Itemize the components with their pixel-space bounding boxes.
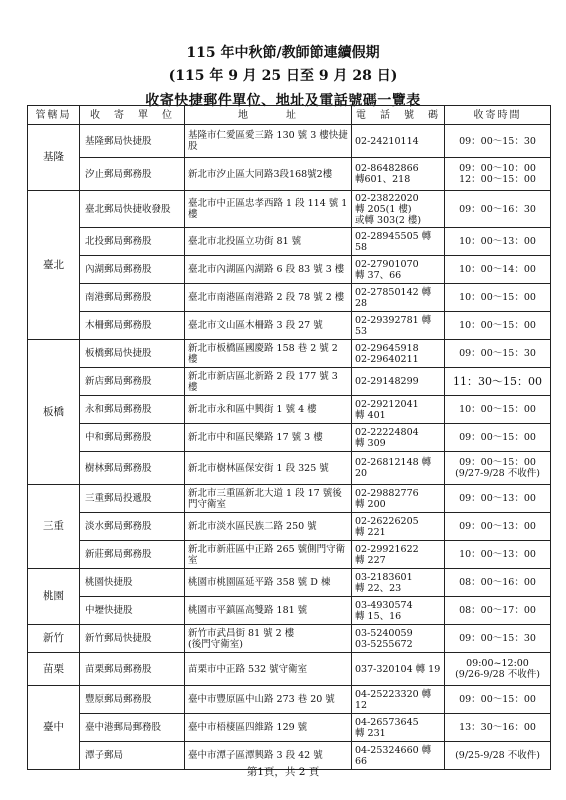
region-cell: 三重: [28, 485, 80, 569]
phone-cell: 02-27901070 轉 37、66: [352, 256, 445, 284]
phone-cell: 04-25324660 轉 66: [352, 742, 445, 770]
unit-cell: 汐止郵局郵務股: [80, 158, 185, 191]
hours-cell: 09：00～13：00: [445, 513, 551, 541]
unit-cell: 新莊郵局郵務股: [80, 541, 185, 569]
region-cell: 臺中: [28, 686, 80, 770]
address-cell: 新北市板橋區國慶路 158 巷 2 號 2 樓: [185, 340, 352, 368]
col-header-unit: 收 寄 單 位: [80, 106, 185, 125]
phone-cell: 02-29148299: [352, 368, 445, 396]
table-row: [28, 597, 551, 625]
address-cell: 新北市淡水區民族二路 250 號: [185, 513, 352, 541]
phone-cell: 02-22224804 轉 309: [352, 424, 445, 452]
phone-cell: 02-29645918 02-29640211: [352, 340, 445, 368]
hours-cell: 09：00～10：00 12：00～15：00: [445, 158, 551, 191]
unit-cell: 臺北郵局快捷收發股: [80, 191, 185, 228]
table-row: [28, 452, 551, 485]
hours-cell: 09：00～16：30: [445, 191, 551, 228]
unit-cell: 臺中港郵局郵務股: [80, 714, 185, 742]
table-row: [28, 686, 551, 714]
unit-cell: 淡水郵局郵務股: [80, 513, 185, 541]
hours-cell: 09：00～13：00: [445, 485, 551, 513]
address-cell: 新北市中和區民樂路 17 號 3 樓: [185, 424, 352, 452]
address-cell: 新北市永和區中興街 1 號 4 樓: [185, 396, 352, 424]
region-cell: 板橋: [28, 340, 80, 485]
address-cell: 臺北市中正區忠孝西路 1 段 114 號 1 樓: [185, 191, 352, 228]
address-cell: 新竹市武昌街 81 號 2 樓 (後門守衛室): [185, 625, 352, 653]
address-cell: 苗栗市中正路 532 號守衛室: [185, 653, 352, 686]
unit-cell: 中和郵局郵務股: [80, 424, 185, 452]
page-footer: 第1頁，共 2 頁: [246, 766, 320, 778]
hours-cell: 10：00～13：00: [445, 541, 551, 569]
hours-cell: 09：00～15：30: [445, 340, 551, 368]
address-cell: 桃園市平鎮區高雙路 181 號: [185, 597, 352, 625]
col-header-region: 管轄局: [28, 106, 80, 125]
address-cell: 臺中市豐原區中山路 273 巷 20 號: [185, 686, 352, 714]
hours-cell: 10：00～13：00: [445, 228, 551, 256]
address-cell: 基隆市仁愛區愛三路 130 號 3 樓快捷股: [185, 125, 352, 158]
phone-cell: 02-24210114: [352, 125, 445, 158]
col-header-address: 地 址: [185, 106, 352, 125]
address-cell: 臺北市北投區立功街 81 號: [185, 228, 352, 256]
table-row: [28, 485, 551, 513]
address-cell: 新北市三重區新北大道 1 段 17 號後門守衛室: [185, 485, 352, 513]
phone-cell: 03-5240059 03-5255672: [352, 625, 445, 653]
table-row: [28, 284, 551, 312]
hours-cell: 08：00～17：00: [445, 597, 551, 625]
unit-cell: 新竹郵局快捷股: [80, 625, 185, 653]
address-cell: 臺中市潭子區潭興路 3 段 42 號: [185, 742, 352, 770]
col-header-phone: 電 話 號 碼: [352, 106, 445, 125]
hours-cell: 10：00～14：00: [445, 256, 551, 284]
table-row: [28, 256, 551, 284]
unit-cell: 苗栗郵局郵務股: [80, 653, 185, 686]
region-cell: 臺北: [28, 191, 80, 340]
table-row: [28, 396, 551, 424]
region-cell: 基隆: [28, 125, 80, 191]
hours-cell: 09:00~12:00 (9/26-9/28 不收件): [445, 653, 551, 686]
table-row: [28, 424, 551, 452]
hours-cell: 10：00～15：00: [445, 312, 551, 340]
holiday-date-range: (115 年 9 月 25 日至 9 月 28 日): [168, 68, 398, 84]
unit-cell: 潭子郵局: [80, 742, 185, 770]
table-body: [28, 125, 551, 770]
region-cell: 新竹: [28, 625, 80, 653]
unit-cell: 板橋郵局快捷股: [80, 340, 185, 368]
phone-cell: 04-25223320 轉 12: [352, 686, 445, 714]
address-cell: 臺北市南港區南港路 2 段 78 號 2 樓: [185, 284, 352, 312]
unit-cell: 三重郵局投遞股: [80, 485, 185, 513]
region-cell: 桃園: [28, 569, 80, 625]
unit-cell: 基隆郵局快捷股: [80, 125, 185, 158]
phone-cell: 02-86482866 轉601、218: [352, 158, 445, 191]
address-cell: 桃園市桃園區延平路 358 號 D 棟: [185, 569, 352, 597]
table-row: [28, 625, 551, 653]
unit-cell: 新店郵局郵務股: [80, 368, 185, 396]
unit-cell: 內湖郵局郵務股: [80, 256, 185, 284]
address-cell: 新北市新店區北新路 2 段 177 號 3 樓: [185, 368, 352, 396]
unit-cell: 木柵郵局郵務股: [80, 312, 185, 340]
phone-cell: 02-29212041 轉 401: [352, 396, 445, 424]
table-row: [28, 312, 551, 340]
phone-cell: 02-23822020 轉 205(1 樓) 或轉 303(2 樓): [352, 191, 445, 228]
address-cell: 新北市樹林區保安街 1 段 325 號: [185, 452, 352, 485]
unit-cell: 北投郵局郵務股: [80, 228, 185, 256]
table-row: [28, 158, 551, 191]
address-cell: 新北市汐止區大同路3段168號2樓: [185, 158, 352, 191]
address-cell: 新北市新莊區中正路 265 號側門守衛室: [185, 541, 352, 569]
hours-cell: 09：00～15：30: [445, 125, 551, 158]
table-row: [28, 125, 551, 158]
post-office-table: [27, 105, 551, 770]
hours-cell: 09：00～15：30: [445, 625, 551, 653]
phone-cell: 02-27850142 轉 28: [352, 284, 445, 312]
table-row: [28, 368, 551, 396]
table-row: [28, 340, 551, 368]
unit-cell: 中壢快捷股: [80, 597, 185, 625]
table-row: [28, 541, 551, 569]
table-header-row: [28, 106, 551, 125]
hours-cell: 11：30～15：00: [445, 368, 551, 396]
hours-cell: (9/25-9/28 不收件): [445, 742, 551, 770]
table-row: [28, 191, 551, 228]
unit-cell: 桃園快捷股: [80, 569, 185, 597]
unit-cell: 樹林郵局郵務股: [80, 452, 185, 485]
phone-cell: 02-29921622 轉 227: [352, 541, 445, 569]
hours-cell: 10：00～15：00: [445, 284, 551, 312]
hours-cell: 09：00～15：00: [445, 424, 551, 452]
document-title: 115 年中秋節/教師節連續假期: [186, 45, 380, 61]
unit-cell: 永和郵局郵務股: [80, 396, 185, 424]
phone-cell: 02-29882776 轉 200: [352, 485, 445, 513]
table-subtitle: 收寄快捷郵件單位、地址及電話號碼一覽表: [145, 93, 421, 109]
col-header-hours: 收寄時間: [445, 106, 551, 125]
unit-cell: 豐原郵局郵務股: [80, 686, 185, 714]
phone-cell: 02-26226205 轉 221: [352, 513, 445, 541]
hours-cell: 09：00～15：00: [445, 686, 551, 714]
table-row: [28, 569, 551, 597]
address-cell: 臺北市內湖區內湖路 6 段 83 號 3 樓: [185, 256, 352, 284]
hours-cell: 08：00～16：00: [445, 569, 551, 597]
phone-cell: 02-26812148 轉 20: [352, 452, 445, 485]
phone-cell: 02-29392781 轉 53: [352, 312, 445, 340]
phone-cell: 02-28945505 轉 58: [352, 228, 445, 256]
phone-cell: 03-4930574 轉 15、16: [352, 597, 445, 625]
address-cell: 臺中市梧棲區四維路 129 號: [185, 714, 352, 742]
unit-cell: 南港郵局郵務股: [80, 284, 185, 312]
address-cell: 臺北市文山區木柵路 3 段 27 號: [185, 312, 352, 340]
region-cell: 苗栗: [28, 653, 80, 686]
table-row: [28, 513, 551, 541]
hours-cell: 09：00～15：00 (9/27-9/28 不收件): [445, 452, 551, 485]
table-row: [28, 653, 551, 686]
hours-cell: 13：30～16：00: [445, 714, 551, 742]
phone-cell: 037-320104 轉 19: [352, 653, 445, 686]
hours-cell: 10：00～15：00: [445, 396, 551, 424]
table-row: [28, 228, 551, 256]
phone-cell: 03-2183601 轉 22、23: [352, 569, 445, 597]
table-row: [28, 714, 551, 742]
phone-cell: 04-26573645 轉 231: [352, 714, 445, 742]
